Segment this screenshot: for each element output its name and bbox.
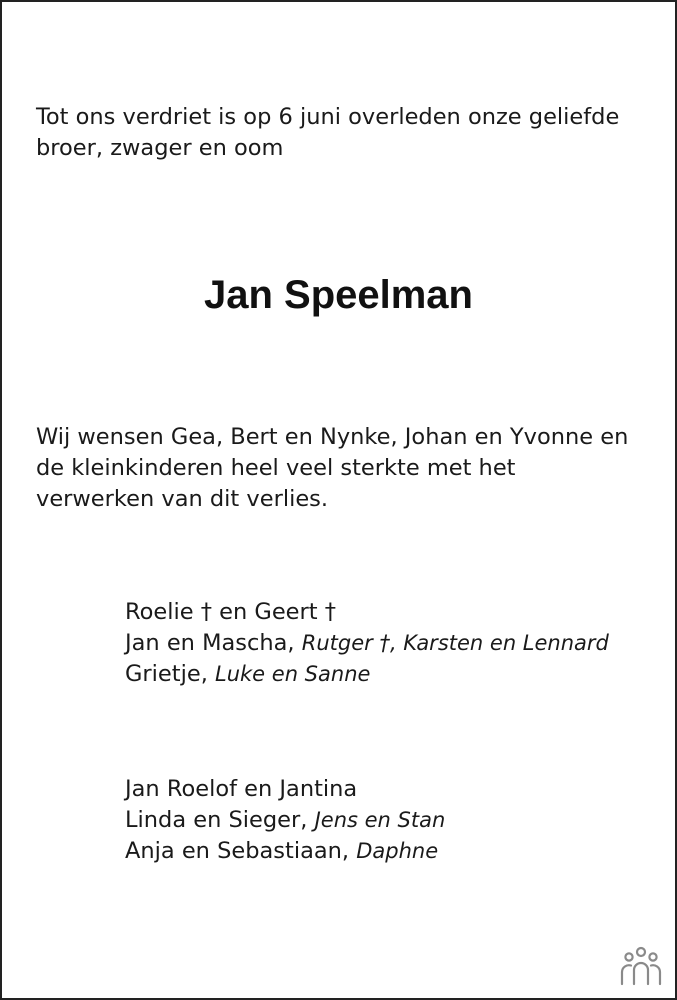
intro-text	[36, 102, 656, 164]
condolence-line-2: de kleinkinderen heel veel sterkte met het	[36, 455, 516, 481]
family-entry	[125, 805, 665, 836]
family-entry	[125, 597, 665, 628]
family-names: Jan en Mascha,	[125, 630, 295, 656]
people-group-icon	[617, 946, 665, 986]
family-entry	[125, 659, 665, 690]
condolence-text	[36, 422, 661, 515]
family-children: Daphne	[356, 839, 439, 863]
family-children: Rutger †, Karsten en Lennard	[301, 631, 609, 655]
family-entry	[125, 774, 665, 805]
intro-line-2: broer, zwager en oom	[36, 135, 284, 161]
family-entry	[125, 836, 665, 867]
family-names: Roelie † en Geert †	[125, 599, 336, 625]
condolence-line-1: Wij wensen Gea, Bert en Nynke, Johan en Yvonne en	[36, 424, 629, 450]
family-group-1	[125, 597, 665, 690]
family-entry	[125, 628, 665, 659]
family-names: Anja en Sebastiaan,	[125, 838, 350, 864]
family-names: Linda en Sieger,	[125, 807, 308, 833]
intro-line-1: Tot ons verdriet is op 6 juni overleden onze geliefde	[36, 104, 620, 130]
family-children: Luke en Sanne	[215, 662, 371, 686]
family-group-2	[125, 774, 665, 867]
family-names: Grietje,	[125, 661, 208, 687]
condolence-line-3: verwerken van dit verlies.	[36, 486, 329, 512]
deceased-name: Jan Speelman	[203, 273, 473, 317]
family-names: Jan Roelof en Jantina	[125, 776, 358, 802]
family-children: Jens en Stan	[314, 808, 446, 832]
